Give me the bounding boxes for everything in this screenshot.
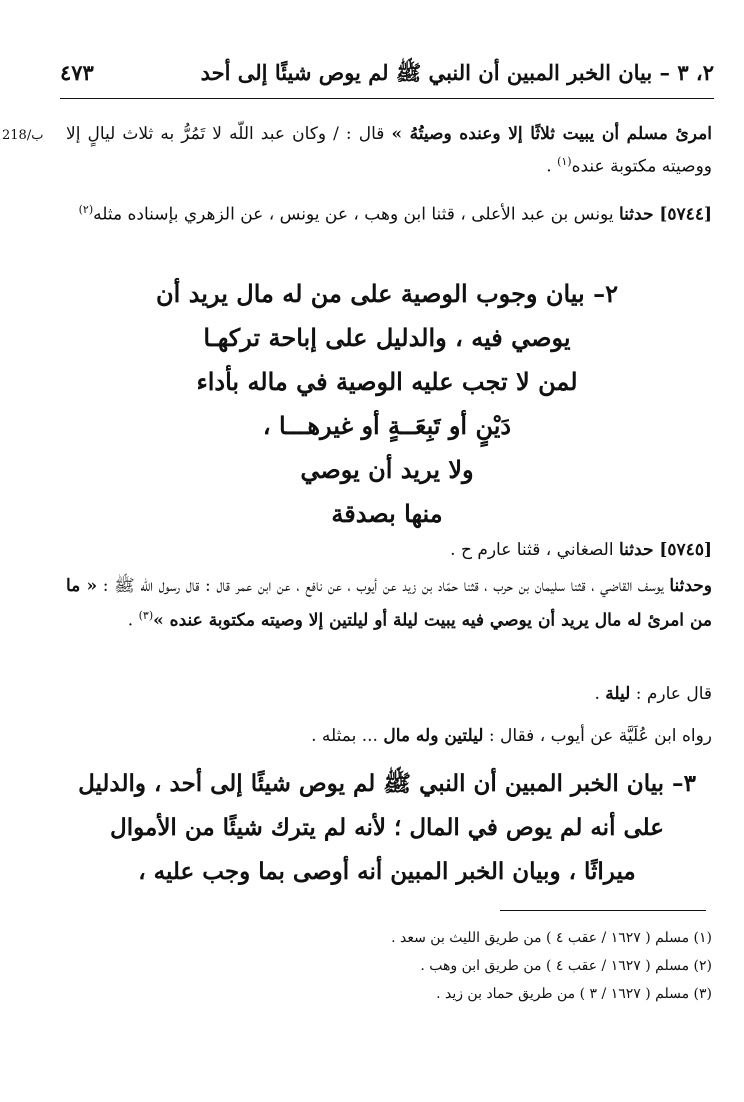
footnote-ref: (١) [557,155,572,168]
paragraph-text: الصغاني ، قثنا عارم ح . [450,540,619,560]
footnote-ref: (٣) [138,609,154,622]
variant-phrase: ليلتين وله مال [383,726,484,746]
narration-lead: وحدثنا [669,576,712,596]
heading-line: ميراثًا ، وبيان الخبر المبين أنه أوصى بما وجب عليه ، [138,858,636,885]
paragraph-tail: . [546,156,558,177]
paragraph-text: رواه ابن عُلَيَّة عن أيوب ، فقال : [483,726,712,746]
hadith-5744 [66,196,712,229]
footnote-2: (٢) مسلم ( ١٦٢٧ / عقب ٤ ) من طريق ابن وهب . [420,958,712,974]
heading-line: منها بصدقة [331,499,443,528]
isnad-text: يوسف القاضي ، قثنا سليمان بن حرب ، قثنا حمّاد بن زيد عن أيوب ، عن نافع ، عن ابن عمر قال : قال رسول اللّه ﷺ : [97,576,670,596]
footnote-rule [500,910,706,911]
chapter-heading-3 [60,762,714,894]
paragraph-tail: . [127,610,139,631]
hadith-5745-note-ulayya [66,722,712,750]
header-title: ٢، ٣ – بيان الخبر المبين أن النبي ﷺ لم يوص شيئًا إلى أحد [200,60,714,85]
paragraph-text: قال عارم : [630,684,712,704]
heading-line: على أنه لم يوص في المال ؛ لأنه لم يترك شيئًا من الأموال [110,814,664,841]
heading-line: لمن لا تجب عليه الوصية في ماله بأداء [196,367,578,396]
heading-line: دَيْنٍ أو تَبِعَــةٍ أو غيرهـــا ، [262,411,512,440]
footnote-ref: (٢) [78,203,94,216]
hadith-5745-body [66,572,712,636]
chapter-heading-2 [60,272,714,536]
manuscript-folio-note: 218/ب [2,128,44,143]
page-number: ٤٧٣ [60,60,94,85]
paragraph-text: قال : / وكان عبد اللّه لا تَمُرُّ به ثلاث ليالٍ إلا ووصيته مكتوبة عنده [66,124,712,177]
header-rule [60,98,714,99]
paragraph-tail: ... بمثله . [311,726,384,746]
heading-line: ولا يريد أن يوصي [300,455,474,484]
hadith-5745-note-arim [66,680,712,708]
hadith-number: [٥٧٤٤] حدثنا [618,204,712,225]
hadith-number: [٥٧٤٥] حدثنا [618,540,712,560]
variant-word: ليلة [605,684,631,704]
running-header [60,52,714,92]
heading-line: ٣– بيان الخبر المبين أن النبي ﷺ لم يوص شيئًا إلى أحد ، والدليل [78,770,696,797]
hadith-quote: « ما من امرئ له مال يريد أن يوصي فيه يبيت ليلة أو ليلتين إلا وصيته مكتوبة عنده » [66,576,712,631]
paragraph-tail: . [594,684,606,704]
paragraph-continuation [66,120,712,181]
footnote-1: (١) مسلم ( ١٦٢٧ / عقب ٤ ) من طريق الليث بن سعد . [391,930,712,946]
heading-line: ٢– بيان وجوب الوصية على من له مال يريد أن [156,279,618,308]
hadith-text-bold: امرئ مسلم أن يبيت ثلاثًا إلا وعنده وصيتُهُ » [391,124,712,144]
hadith-5745-line1 [66,536,712,564]
paragraph-text: يونس بن عبد الأعلى ، قثنا ابن وهب ، عن يونس ، عن الزهري بإسناده مثله [93,204,619,225]
footnote-3: (٣) مسلم ( ١٦٢٧ / ٣ ) من طريق حماد بن زيد . [436,986,712,1002]
heading-line: يوصي فيه ، والدليل على إباحة تركهـا [203,323,571,352]
